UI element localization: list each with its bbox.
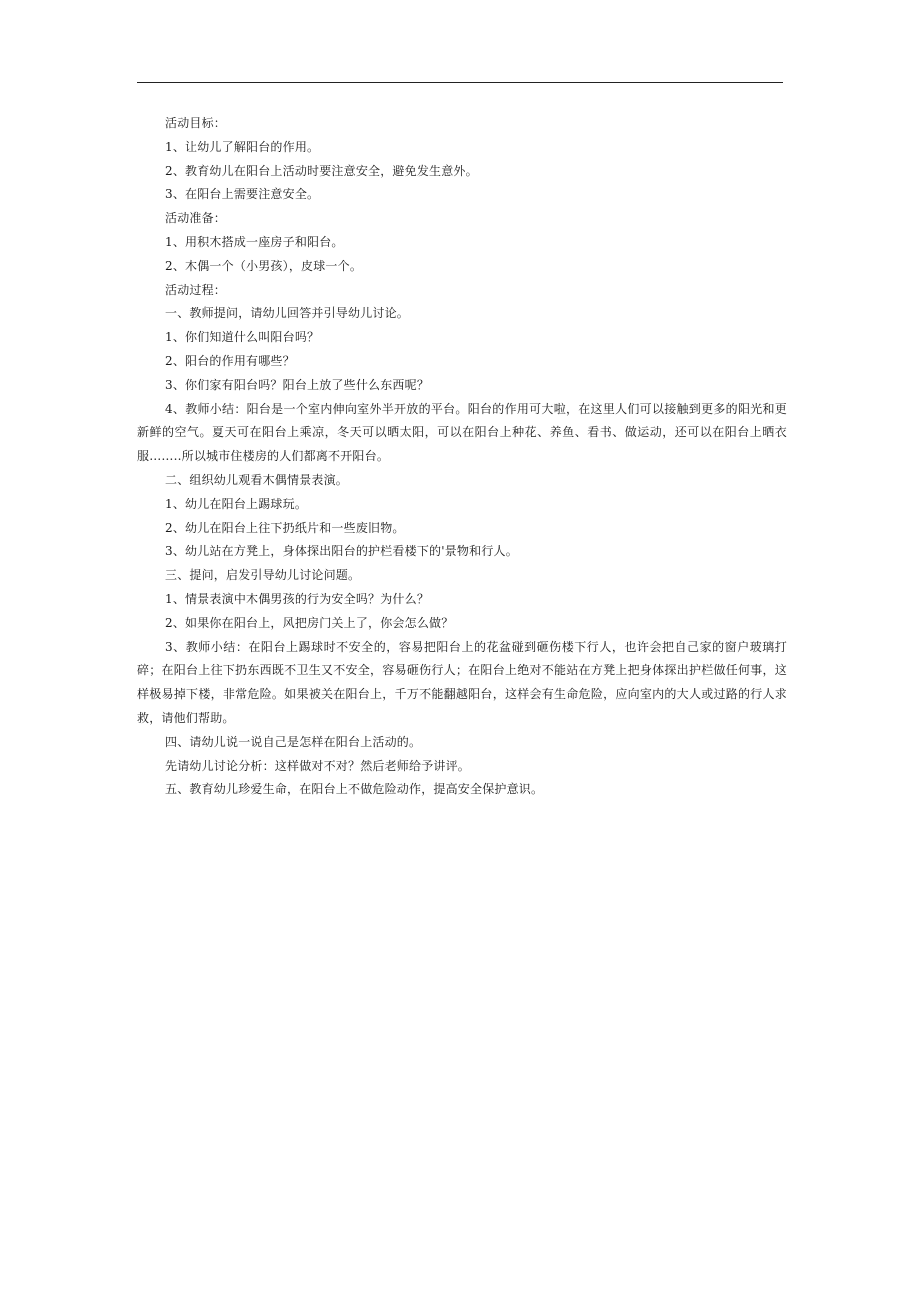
process-item: 1、你们知道什么叫阳台吗？ xyxy=(165,330,320,345)
process-item: 3、幼儿站在方凳上，身体探出阳台的护栏看楼下的'景物和行人。 xyxy=(165,544,518,559)
header-rule xyxy=(137,82,783,83)
process-item: 2、如果你在阳台上，风把房门关上了，你会怎么做？ xyxy=(165,615,454,630)
process-step: 一、教师提问，请幼儿回答并引导幼儿讨论。 xyxy=(165,306,410,321)
process-step: 四、请幼儿说一说自己是怎样在阳台上活动的。 xyxy=(165,734,422,749)
teacher-summary: 3、教师小结：在阳台上踢球时不安全的，容易把阳台上的花盆碰到砸伤楼下行人，也许会把自己家的窗户玻璃打碎；在阳台上往下扔东西既不卫生又不安全，容易砸伤行人；在阳台上绝对不能站在方凳上把身体探出护栏做任何事，这样极易掉下楼，非常危险。如果被关在阳台上，千万不能翻越阳台，这样会有生命危险，应向室内的大人或过路的行人求救，请他们帮助。 xyxy=(137,639,787,725)
goal-item: 1、让幼儿了解阳台的作用。 xyxy=(165,139,320,154)
process-item: 1、情景表演中木偶男孩的行为安全吗？为什么？ xyxy=(165,591,430,606)
preparation-item: 2、木偶一个（小男孩），皮球一个。 xyxy=(165,258,363,273)
process-step: 二、组织幼儿观看木偶情景表演。 xyxy=(165,472,349,487)
process-item: 2、幼儿在阳台上往下扔纸片和一些废旧物。 xyxy=(165,520,405,535)
process-item: 1、幼儿在阳台上踢球玩。 xyxy=(165,496,308,511)
teacher-summary: 4、教师小结：阳台是一个室内伸向室外半开放的平台。阳台的作用可大啦，在这里人们可以接触到更多的阳光和更新鲜的空气。夏天可在阳台上乘凉，冬天可以晒太阳，可以在阳台上种花、养鱼、看书、做运动，还可以在阳台上晒衣服……..所以城市住楼房的人们都离不开阳台。 xyxy=(137,401,787,464)
goal-item: 3、在阳台上需要注意安全。 xyxy=(165,187,320,202)
process-item: 3、你们家有阳台吗？阳台上放了些什么东西呢？ xyxy=(165,377,430,392)
process-step: 三、提问，启发引导幼儿讨论问题。 xyxy=(165,568,361,583)
preparation-item: 1、用积木搭成一座房子和阳台。 xyxy=(165,234,344,249)
document-body xyxy=(137,112,787,802)
goal-item: 2、教育幼儿在阳台上活动时要注意安全，避免发生意外。 xyxy=(165,163,478,178)
process-item: 2、阳台的作用有哪些？ xyxy=(165,353,295,368)
heading-preparation: 活动准备： xyxy=(165,211,227,226)
process-item: 先请幼儿讨论分析：这样做对不对？然后老师给予讲评。 xyxy=(165,758,471,773)
process-step: 五、教育幼儿珍爱生命，在阳台上不做危险动作，提高安全保护意识。 xyxy=(165,782,544,797)
heading-goals: 活动目标： xyxy=(165,116,227,130)
heading-process: 活动过程： xyxy=(165,282,227,297)
